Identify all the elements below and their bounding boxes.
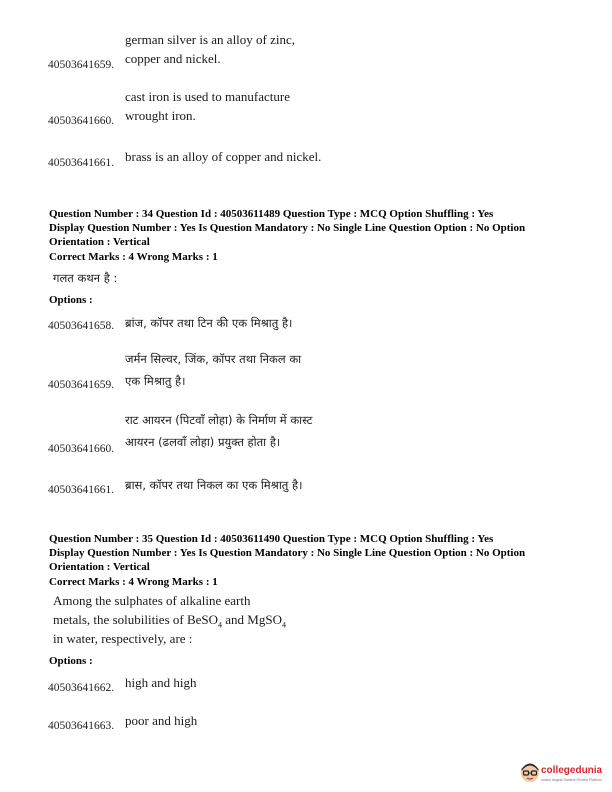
- logo-tagline: India's largest Student Review Platform: [541, 778, 602, 782]
- q35-question-line3: in water, respectively, are :: [53, 631, 193, 646]
- q34-option-text-659-line1: जर्मन सिल्वर, जिंक, कॉपर तथा निकल का: [125, 352, 302, 366]
- q34-meta-line1: Question Number : 34 Question Id : 40503611489 Question Type : MCQ Option Shuffling : Yes: [49, 208, 494, 220]
- q35-question-line1: Among the sulphates of alkaline earth: [53, 593, 251, 608]
- q35-option-text-663: poor and high: [125, 713, 198, 728]
- q34-option-text-660-line1: राट आयरन (पिटवाँ लोहा) के निर्माण में कास्ट: [125, 413, 313, 427]
- q34-option-id-661: 40503641661.: [48, 484, 115, 496]
- q34-option-text-658: ब्रांज, कॉपर तथा टिन की एक मिश्रातु है।: [125, 316, 293, 330]
- q35-meta-line2: Display Question Number : Yes Is Question Mandatory : No Single Line Question Option : No Option: [49, 547, 526, 559]
- collegedunia-logo: [520, 758, 606, 788]
- q34-option-text-659-line2: एक मिश्रातु है।: [125, 374, 186, 388]
- q34-option-id-658: 40503641658.: [48, 320, 115, 332]
- option-id-659: 40503641659.: [48, 59, 115, 71]
- logo-wordmark: collegedunia: [541, 765, 603, 776]
- q35-option-text-662: high and high: [125, 675, 197, 690]
- option-id-660: 40503641660.: [48, 115, 115, 127]
- q35-marks: Correct Marks : 4 Wrong Marks : 1: [49, 576, 218, 588]
- option-text-661: brass is an alloy of copper and nickel.: [125, 149, 322, 164]
- option-text-660-line1: cast iron is used to manufacture: [125, 89, 290, 104]
- option-text-659-line2: copper and nickel.: [125, 51, 221, 66]
- option-id-661: 40503641661.: [48, 157, 115, 169]
- q35-meta-line3: Orientation : Vertical: [49, 561, 150, 573]
- q34-meta-line3: Orientation : Vertical: [49, 236, 150, 248]
- option-text-660-line2: wrought iron.: [125, 108, 196, 123]
- option-text-659-line1: german silver is an alloy of zinc,: [125, 32, 296, 47]
- q34-option-id-660: 40503641660.: [48, 443, 115, 455]
- mascot-icon: [520, 762, 540, 784]
- q35-option-id-663: 40503641663.: [48, 720, 115, 732]
- q34-question-text: गलत कथन है :: [53, 271, 118, 285]
- q34-marks: Correct Marks : 4 Wrong Marks : 1: [49, 251, 218, 263]
- q35-option-id-662: 40503641662.: [48, 682, 115, 694]
- q34-options-label: Options :: [49, 294, 93, 306]
- q35-meta-line1: Question Number : 35 Question Id : 40503611490 Question Type : MCQ Option Shuffling : Yes: [49, 533, 494, 545]
- q34-option-id-659: 40503641659.: [48, 379, 115, 391]
- q35-options-label: Options :: [49, 655, 93, 667]
- q35-question-line2: metals, the solubilities of BeSO$_4$ and MgSO$_4$: [53, 612, 286, 630]
- q34-meta-line2: Display Question Number : Yes Is Question Mandatory : No Single Line Question Option : No Option: [49, 222, 526, 234]
- q34-option-text-660-line2: आयरन (ढलवाँ लोहा) प्रयुक्त होता है।: [125, 435, 281, 449]
- q34-option-text-661: ब्रास, कॉपर तथा निकल का एक मिश्रातु है।: [125, 478, 303, 492]
